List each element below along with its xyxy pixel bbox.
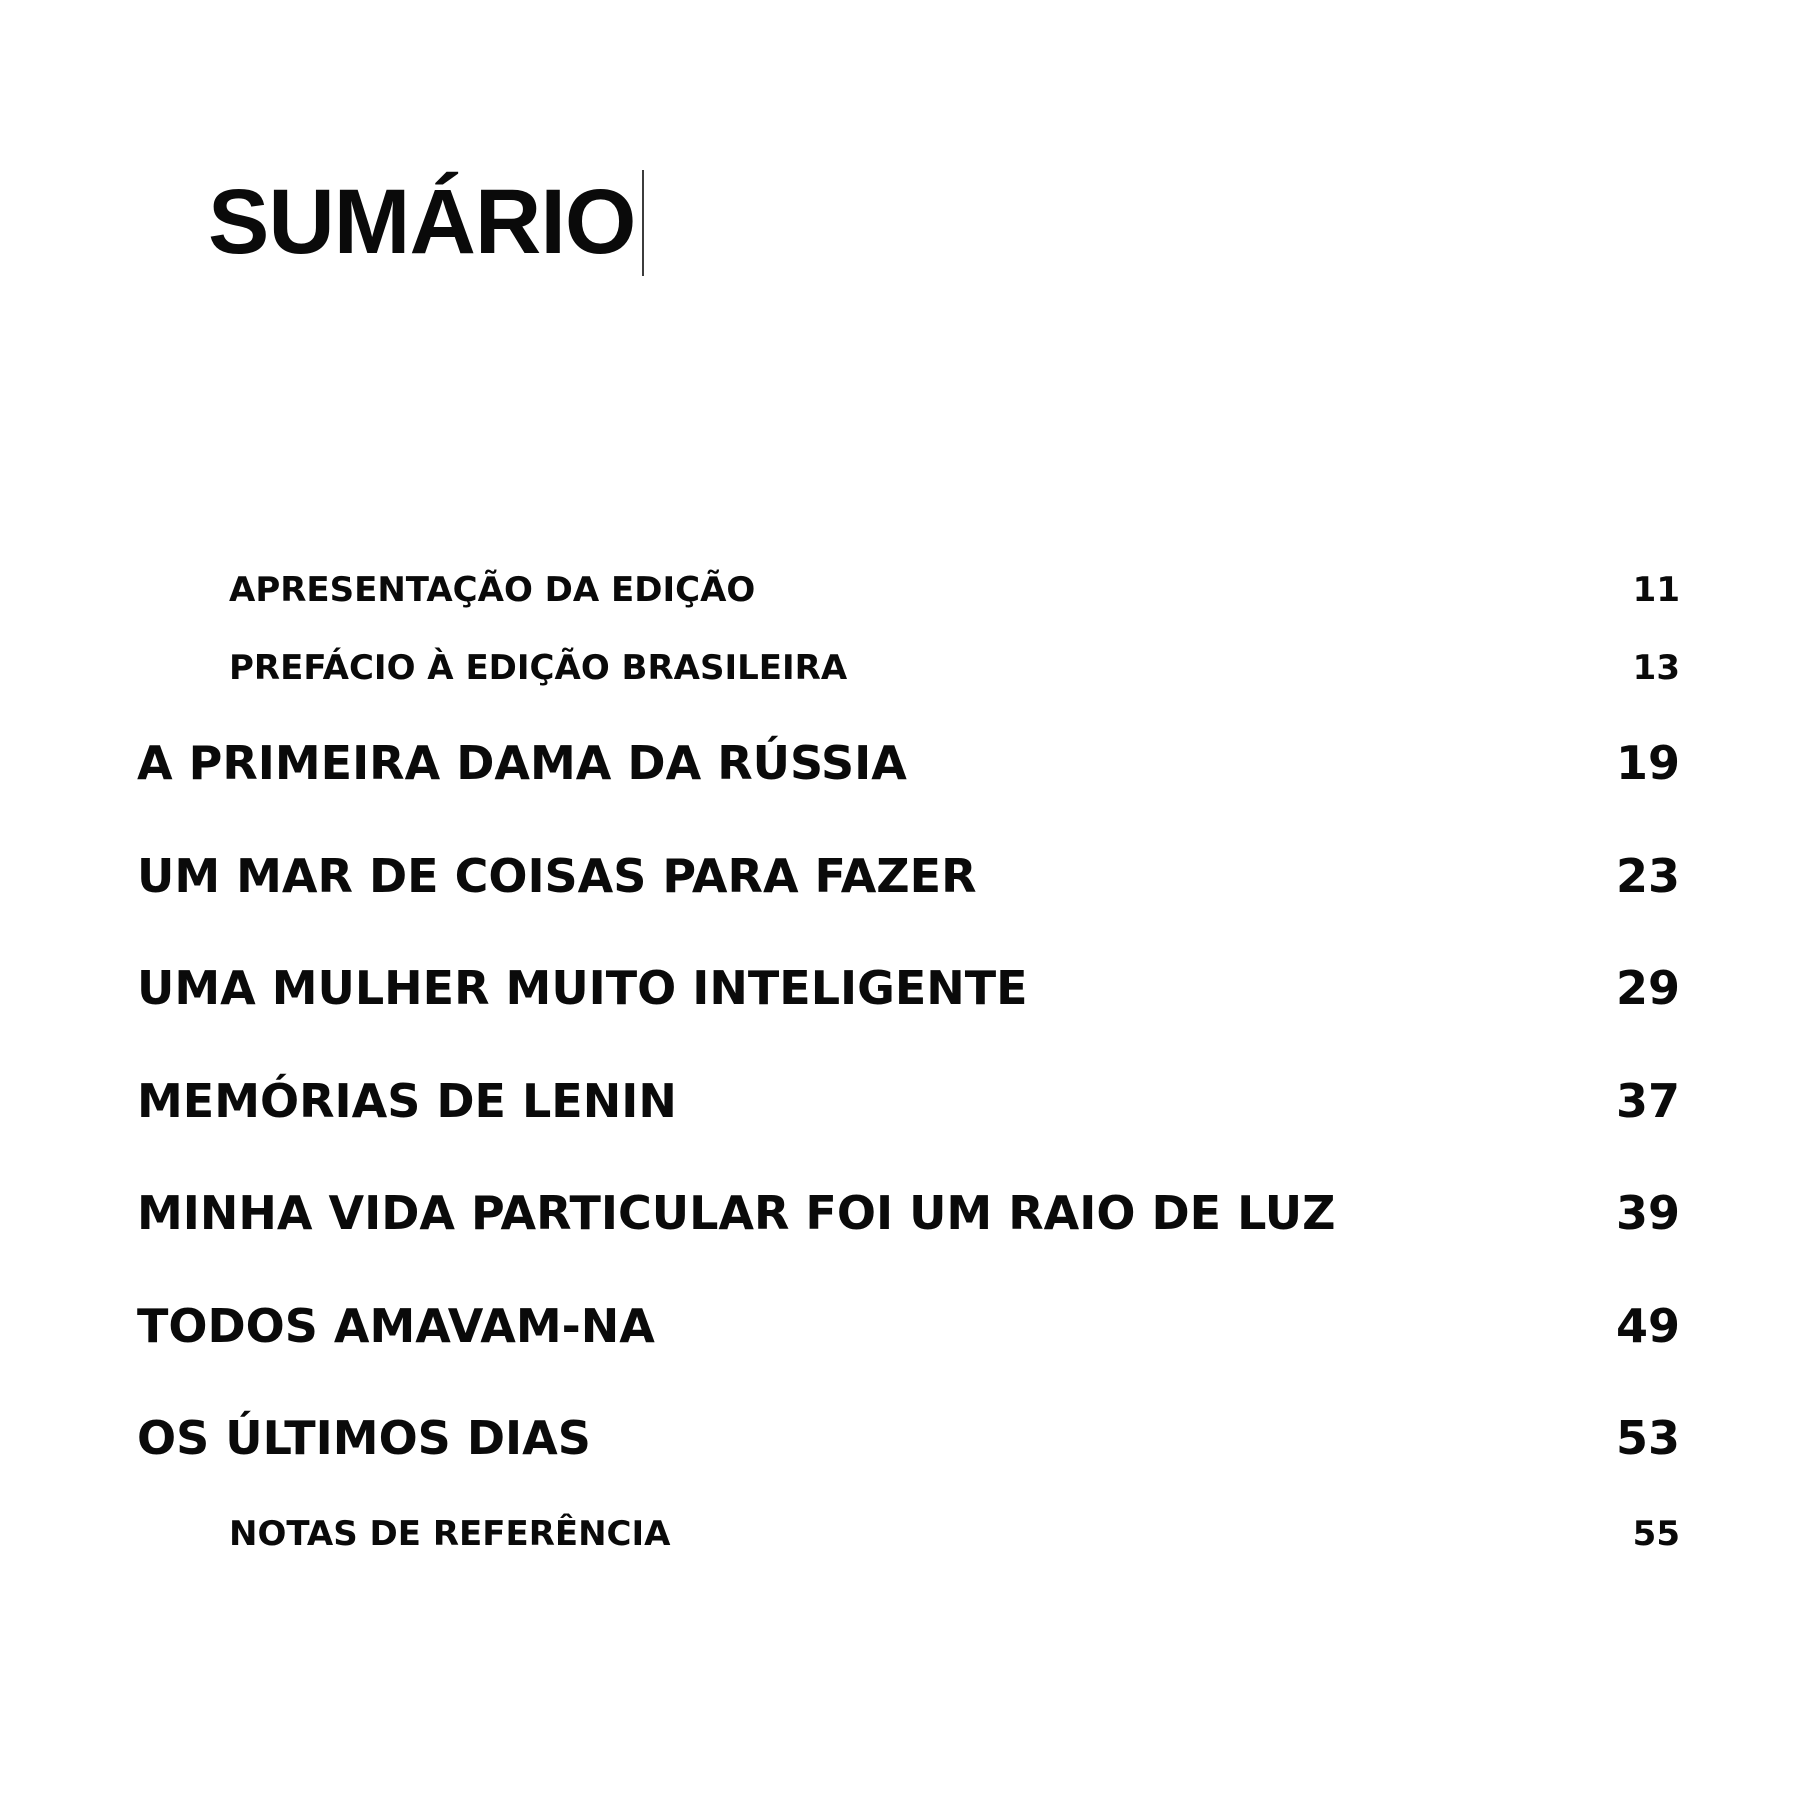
toc-entry-label: NOTAS DE REFERÊNCIA [229, 1514, 671, 1554]
toc-entry-apresentacao[interactable] [229, 568, 1680, 612]
toc-entry-page: 39 [1615, 1186, 1680, 1240]
toc-entry-prefacio[interactable] [229, 646, 1680, 690]
toc-entry-primeira-dama[interactable] [137, 733, 1680, 793]
toc-entry-memorias-lenin[interactable] [137, 1071, 1680, 1131]
toc-entry-ultimos-dias[interactable] [137, 1408, 1680, 1468]
toc-entry-todos-amavam[interactable] [137, 1296, 1680, 1356]
toc-entry-page: 37 [1615, 1074, 1680, 1128]
toc-entry-mar-de-coisas[interactable] [137, 846, 1680, 906]
toc-entry-label: MEMÓRIAS DE LENIN [137, 1074, 677, 1128]
toc-entry-page: 49 [1615, 1299, 1680, 1353]
toc-entry-label: OS ÚLTIMOS DIAS [137, 1411, 591, 1465]
page-title: SUMÁRIO [208, 171, 636, 273]
toc-entry-page: 55 [1632, 1514, 1680, 1554]
text-cursor [642, 170, 644, 276]
toc-entry-page: 53 [1615, 1411, 1680, 1465]
toc-entry-label: UM MAR DE COISAS PARA FAZER [137, 849, 977, 903]
toc-entry-label: TODOS AMAVAM-NA [137, 1299, 655, 1353]
toc-entry-vida-particular[interactable] [137, 1183, 1680, 1243]
toc-entry-page: 11 [1632, 570, 1680, 610]
toc-entry-label: MINHA VIDA PARTICULAR FOI UM RAIO DE LUZ [137, 1186, 1336, 1240]
toc-entry-page: 13 [1632, 648, 1680, 688]
toc-entry-label: APRESENTAÇÃO DA EDIÇÃO [229, 570, 756, 610]
toc-entry-label: UMA MULHER MUITO INTELIGENTE [137, 961, 1028, 1015]
toc-entry-page: 19 [1615, 736, 1680, 790]
toc-entry-page: 29 [1615, 961, 1680, 1015]
toc-entry-page: 23 [1615, 849, 1680, 903]
toc-entry-label: PREFÁCIO À EDIÇÃO BRASILEIRA [229, 648, 848, 688]
toc-entry-notas-referencia[interactable] [229, 1512, 1680, 1556]
toc-entry-label: A PRIMEIRA DAMA DA RÚSSIA [137, 736, 907, 790]
toc-entry-mulher-inteligente[interactable] [137, 958, 1680, 1018]
